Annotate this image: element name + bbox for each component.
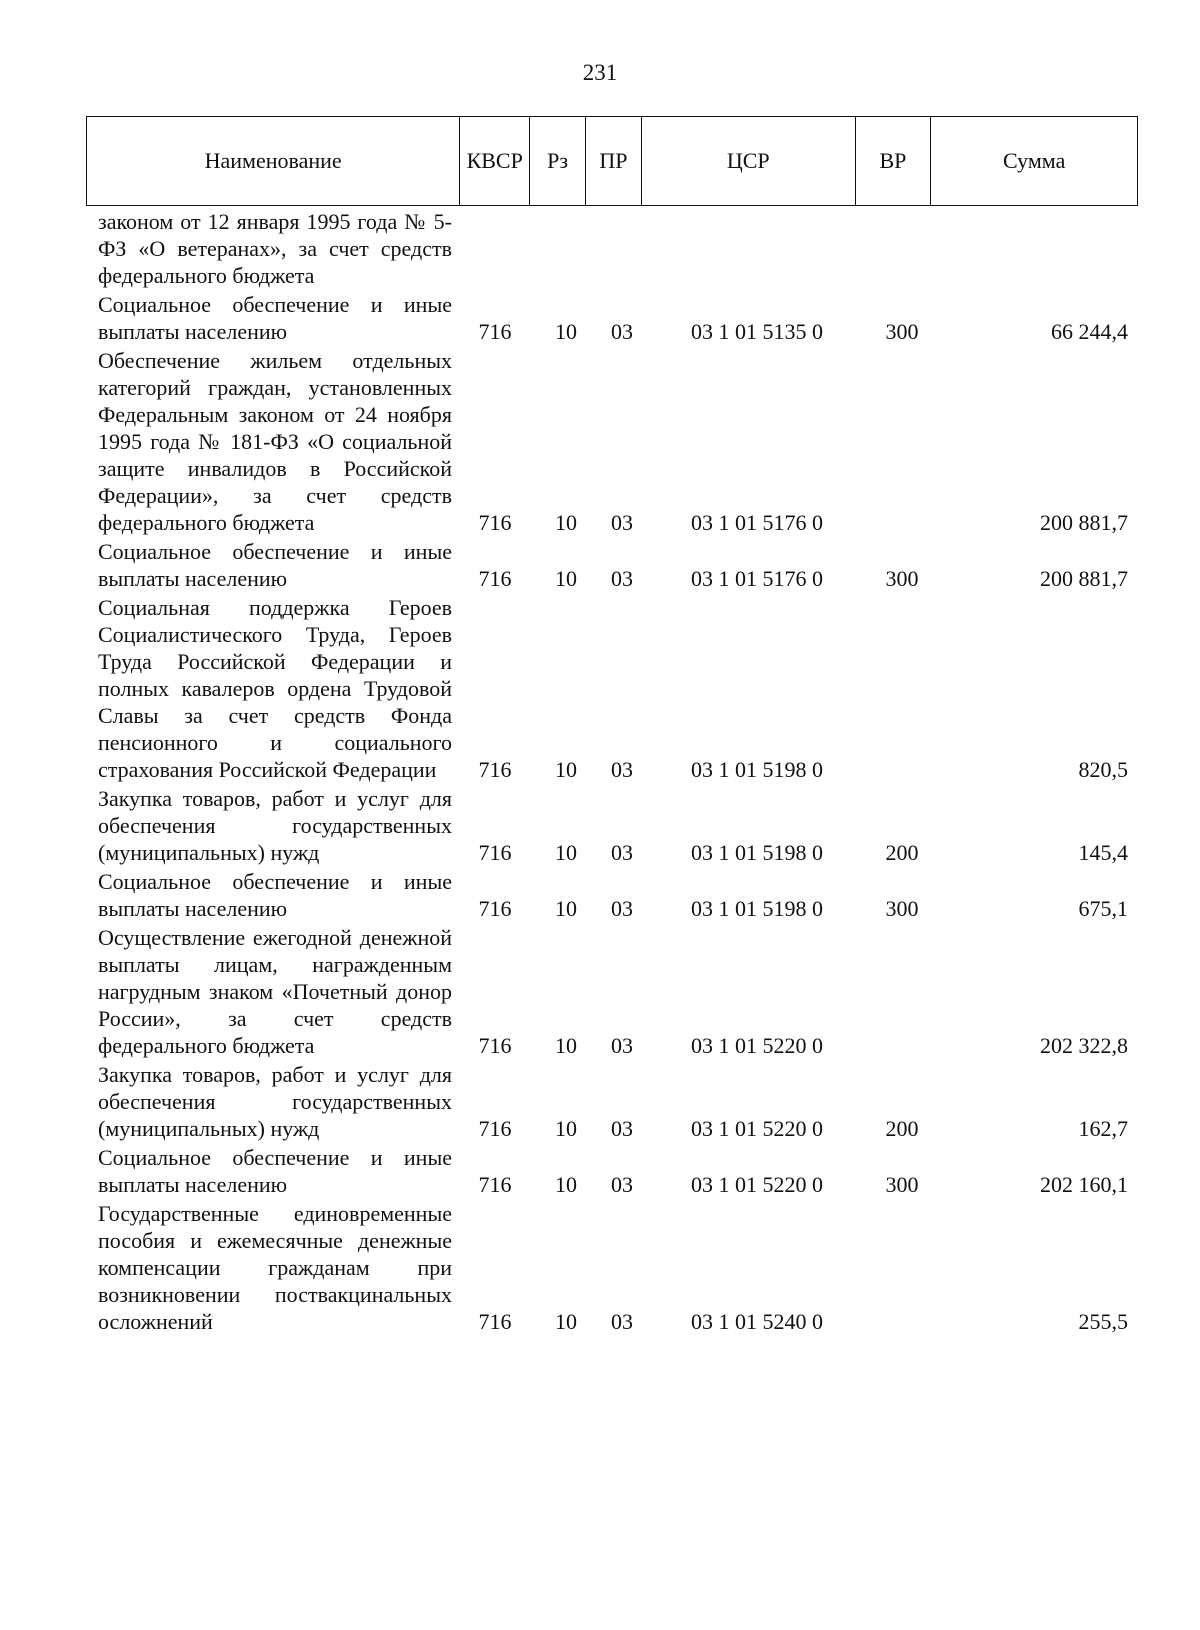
table-row [86,347,1138,536]
row-sum: 66 244,4 [1051,319,1128,344]
row-pr: 03 [611,1033,633,1058]
row-rz: 10 [555,1116,577,1141]
row-vr: 200 [885,840,919,865]
row-rz: 10 [555,757,577,782]
table-row [86,785,1138,866]
row-rz: 10 [555,510,577,535]
row-csr: 03 1 01 5176 0 [691,510,823,535]
row-csr: 03 1 01 5240 0 [691,1309,823,1334]
row-kvsr: 716 [478,1033,512,1058]
row-kvsr: 716 [478,840,512,865]
row-kvsr: 716 [478,566,512,591]
row-sum: 145,4 [1078,840,1128,865]
header-name: Наименование [87,117,460,205]
row-pr: 03 [611,1172,633,1197]
row-vr: 200 [885,1116,919,1141]
page-number: 231 [582,60,618,85]
row-name: Социальное обеспечение и иные выплаты населению [98,292,452,344]
row-csr: 03 1 01 5198 0 [691,757,823,782]
row-vr: 300 [885,896,919,921]
row-sum: 162,7 [1078,1116,1128,1141]
row-kvsr: 716 [478,1172,512,1197]
row-pr: 03 [611,1309,633,1334]
table-row [86,208,1138,289]
header-sum: Сумма [1003,148,1066,173]
table-row [86,1061,1138,1142]
row-rz: 10 [555,1033,577,1058]
row-name: Обеспечение жильем отдельных категорий граждан, установленных Федеральным законом от 24 ноября 1995 года № 181-ФЗ «О социальной защите инвалидов в Российской Федерации», за счет средств федерального бюджета [98,348,452,535]
table-row [86,924,1138,1059]
row-pr: 03 [611,1116,633,1141]
row-vr: 300 [885,1172,919,1197]
row-csr: 03 1 01 5220 0 [691,1172,823,1197]
row-rz: 10 [555,1172,577,1197]
row-kvsr: 716 [478,319,512,344]
row-sum: 675,1 [1078,896,1128,921]
row-kvsr: 716 [478,510,512,535]
row-kvsr: 716 [478,1309,512,1334]
row-kvsr: 716 [478,896,512,921]
row-csr: 03 1 01 5220 0 [691,1033,823,1058]
row-pr: 03 [611,319,633,344]
row-sum: 202 322,8 [1040,1033,1128,1058]
table-row [86,291,1138,345]
row-sum: 202 160,1 [1040,1172,1128,1197]
header-pr: ПР [586,117,642,205]
row-csr: 03 1 01 5198 0 [691,896,823,921]
row-kvsr: 716 [478,1116,512,1141]
row-rz: 10 [555,319,577,344]
row-name: Социальное обеспечение и иные выплаты населению [98,869,452,921]
row-kvsr: 716 [478,757,512,782]
table-row [86,868,1138,922]
row-sum: 255,5 [1078,1309,1128,1334]
row-sum: 200 881,7 [1040,566,1128,591]
row-name: Закупка товаров, работ и услуг для обеспечения государственных (муниципальных) нужд [98,786,452,865]
row-name: Осуществление ежегодной денежной выплаты лицам, награжденным нагрудным знаком «Почетный донор России», за счет средств федерального бюджета [98,925,452,1058]
header-kvsr: КВСР [460,117,530,205]
table-row [86,538,1138,592]
row-csr: 03 1 01 5198 0 [691,840,823,865]
row-pr: 03 [611,566,633,591]
row-pr: 03 [611,757,633,782]
table-row [86,594,1138,783]
row-name: Социальная поддержка Героев Социалистического Труда, Героев Труда Российской Федерации и полных кавалеров ордена Трудовой Славы за счет средств Фонда пенсионного и социального страхования Российской Федерации [98,595,452,782]
row-rz: 10 [555,840,577,865]
row-csr: 03 1 01 5135 0 [691,319,823,344]
row-pr: 03 [611,510,633,535]
table-row [86,1200,1138,1335]
row-name: Государственные единовременные пособия и ежемесячные денежные компенсации гражданам при возникновении поствакцинальных осложнений [98,1201,452,1334]
table-header [86,116,1138,206]
row-csr: 03 1 01 5176 0 [691,566,823,591]
row-vr: 300 [885,319,919,344]
header-vr: ВР [856,117,932,205]
row-name: Социальное обеспечение и иные выплаты населению [98,539,452,591]
row-name: Закупка товаров, работ и услуг для обеспечения государственных (муниципальных) нужд [98,1062,452,1141]
row-rz: 10 [555,1309,577,1334]
table-row [86,1144,1138,1198]
header-rz: Рз [530,117,586,205]
row-sum: 200 881,7 [1040,510,1128,535]
row-vr: 300 [885,566,919,591]
row-pr: 03 [611,840,633,865]
row-pr: 03 [611,896,633,921]
header-csr: ЦСР [642,117,856,205]
row-csr: 03 1 01 5220 0 [691,1116,823,1141]
row-rz: 10 [555,896,577,921]
row-rz: 10 [555,566,577,591]
table-body [86,208,1138,1335]
row-name: Социальное обеспечение и иные выплаты населению [98,1145,452,1197]
row-sum: 820,5 [1078,757,1128,782]
row-name: законом от 12 января 1995 года № 5-ФЗ «О ветеранах», за счет средств федерального бюджета [98,209,452,288]
